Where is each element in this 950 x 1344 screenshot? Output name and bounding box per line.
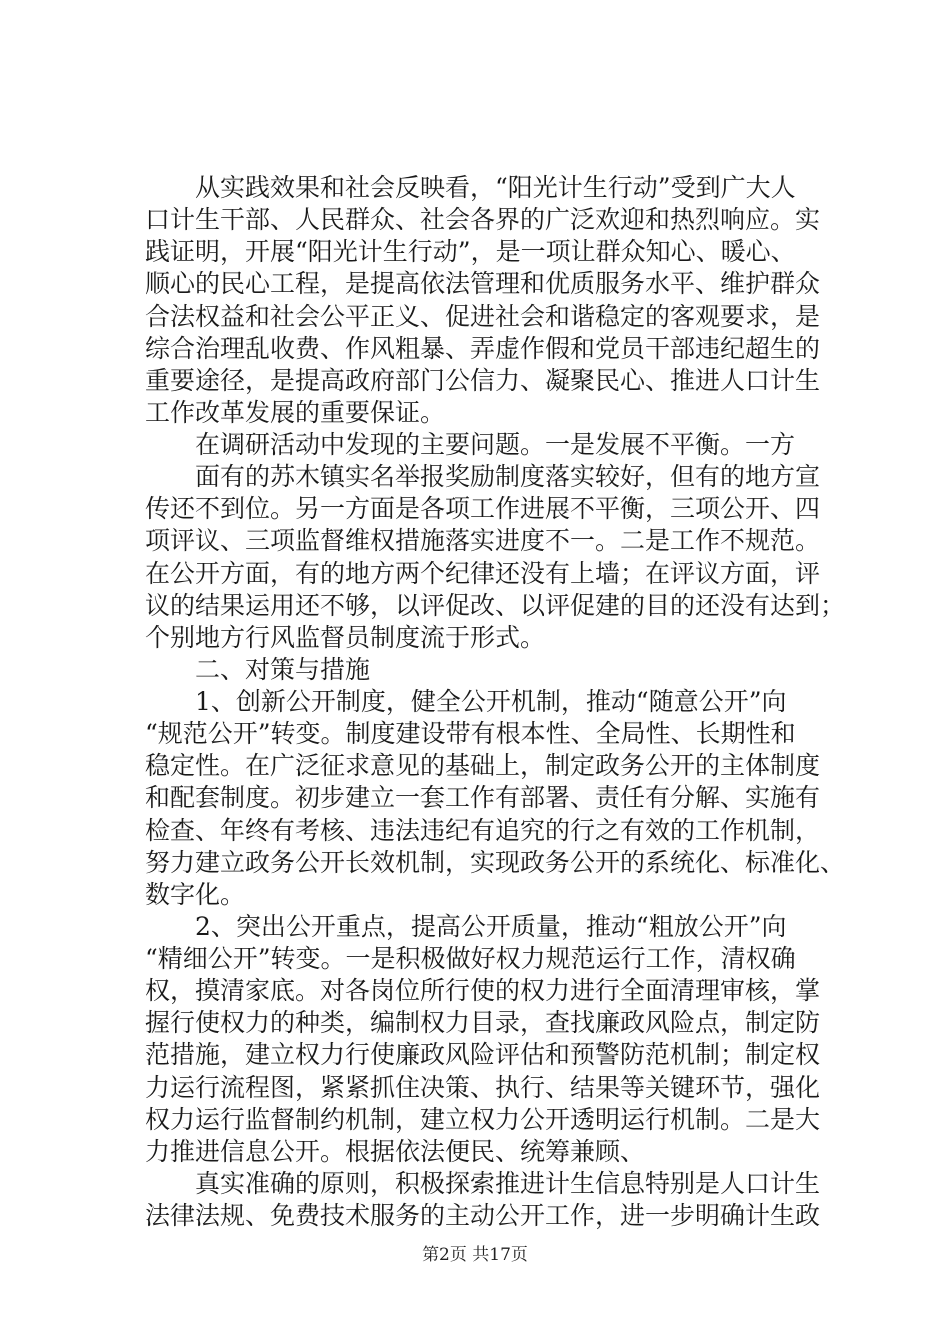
text-line: 真实准确的原则，积极探索推进计生信息特别是人口计生 xyxy=(145,1169,821,1198)
page-number: 第2页 共17页 xyxy=(422,1245,528,1265)
text-line: 权力运行监督制约机制，建立权力公开透明运行机制。二是大 xyxy=(145,1105,821,1134)
text-line: 1、创新公开制度，健全公开机制，推动“随意公开”向 xyxy=(145,687,787,716)
text-line: 面有的苏木镇实名举报奖励制度落实较好，但有的地方宣 xyxy=(145,462,821,491)
text-line: 数字化。 xyxy=(145,880,246,909)
text-line: 努力建立政务公开长效机制，实现政务公开的系统化、标准化、 xyxy=(145,848,846,877)
text-line: 在调研活动中发现的主要问题。一是发展不平衡。一方 xyxy=(145,430,796,459)
text-line: 法律法规、免费技术服务的主动公开工作，进一步明确计生政 xyxy=(145,1201,821,1230)
text-line: 重要途径，是提高政府部门公信力、凝聚民心、推进人口计生 xyxy=(145,366,821,395)
text-line: 在公开方面，有的地方两个纪律还没有上墙；在评议方面，评 xyxy=(145,559,821,588)
text-line: “规范公开”转变。制度建设带有根本性、全局性、长期性和 xyxy=(145,719,796,748)
text-line: 议的结果运用还不够，以评促改、以评促建的目的还没有达到； xyxy=(145,591,846,620)
text-line: 综合治理乱收费、作风粗暴、弄虚作假和党员干部违纪超生的 xyxy=(145,334,821,363)
text-line: 稳定性。在广泛征求意见的基础上，制定政务公开的主体制度 xyxy=(145,751,821,780)
text-line: 力推进信息公开。根据依法便民、统筹兼顾、 xyxy=(145,1137,646,1166)
text-line: 权，摸清家底。对各岗位所行使的权力进行全面清理审核，掌 xyxy=(145,976,821,1005)
text-line: “精细公开”转变。一是积极做好权力规范运行工作，清权确 xyxy=(145,944,796,973)
text-line: 和配套制度。初步建立一套工作有部署、责任有分解、实施有 xyxy=(145,783,821,812)
text-line: 项评议、三项监督维权措施落实进度不一。二是工作不规范。 xyxy=(145,526,821,555)
text-line: 传还不到位。另一方面是各项工作进展不平衡，三项公开、四 xyxy=(145,494,821,523)
text-line: 检查、年终有考核、违法违纪有追究的行之有效的工作机制， xyxy=(145,816,821,845)
text-line: 范措施，建立权力行使廉政风险评估和预警防范机制；制定权 xyxy=(145,1040,821,1069)
section-heading: 二、对策与措施 xyxy=(145,655,371,684)
text-line: 力运行流程图，紧紧抓住决策、执行、结果等关键环节，强化 xyxy=(145,1073,821,1102)
text-line: 顺心的民心工程，是提高依法管理和优质服务水平、维护群众 xyxy=(145,269,821,298)
text-line: 合法权益和社会公平正义、促进社会和谐稳定的客观要求，是 xyxy=(145,302,821,331)
text-line: 2、突出公开重点，提高公开质量，推动“粗放公开”向 xyxy=(145,912,787,941)
text-line: 践证明，开展“阳光计生行动”，是一项让群众知心、暖心、 xyxy=(145,237,796,266)
text-line: 工作改革发展的重要保证。 xyxy=(145,398,446,427)
text-line: 个别地方行风监督员制度流于形式。 xyxy=(145,623,546,652)
text-line: 从实践效果和社会反映看，“阳光计生行动”受到广大人 xyxy=(145,173,796,202)
text-line: 握行使权力的种类，编制权力目录，查找廉政风险点，制定防 xyxy=(145,1008,821,1037)
text-line: 口计生干部、人民群众、社会各界的广泛欢迎和热烈响应。实 xyxy=(145,205,821,234)
